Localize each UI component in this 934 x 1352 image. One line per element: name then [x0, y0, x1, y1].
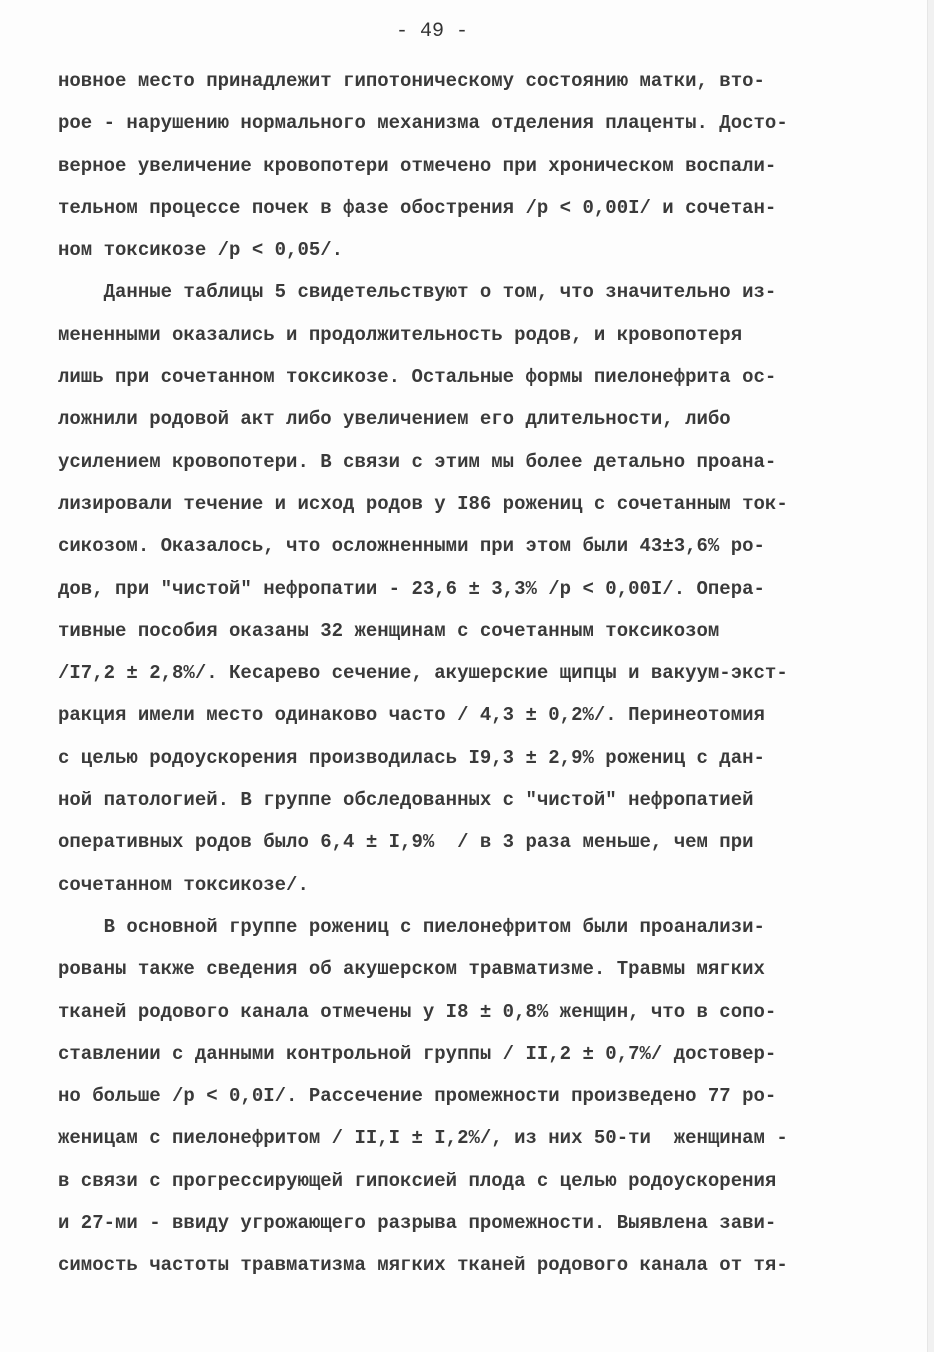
text-line: сочетанном токсикозе/. [58, 873, 309, 896]
text-line: симость частоты травматизма мягких тканей родового канала от тя- [58, 1254, 788, 1277]
text-line: ном токсикозе /р < 0,05/. [58, 239, 344, 262]
text-line: лишь при сочетанном токсикозе. Остальные формы пиелонефрита ос- [58, 366, 777, 389]
text-line: мененными оказались и продолжительность родов, и кровопотеря [58, 323, 743, 346]
text-line: тельном процессе почек в фазе обострения /р < 0,00I/ и сочетан- [58, 196, 777, 219]
text-line: и 27-ми - ввиду угрожающего разрыва промежности. Выявлена зави- [58, 1212, 777, 1235]
text-line: верное увеличение кровопотери отмечено при хроническом воспали- [58, 154, 777, 177]
text-line: сикозом. Оказалось, что осложненными при этом были 43±3,6% ро- [58, 535, 765, 558]
text-line: В основной группе рожениц с пиелонефритом были проанализи- [58, 915, 765, 938]
text-line: тканей родового канала отмечены у I8 ± 0,8% женщин, что в сопо- [58, 1000, 777, 1023]
text-line: Данные таблицы 5 свидетельствуют о том, что значительно из- [58, 281, 777, 304]
text-line: рованы также сведения об акушерском травматизме. Травмы мягких [58, 958, 765, 981]
text-line: лизировали течение и исход родов у I86 рожениц с сочетанным ток- [58, 492, 788, 515]
text-line: но больше /р < 0,0I/. Рассечение промежности произведено 77 ро- [58, 1085, 777, 1108]
text-line: дов, при "чистой" нефропатии - 23,6 ± 3,3% /р < 0,00I/. Опера- [58, 577, 765, 600]
body-text [58, 60, 888, 1287]
text-line: в связи с прогрессирующей гипоксией плода с целью родоускорения [58, 1169, 777, 1192]
text-line: ставлении с данными контрольной группы / II,2 ± 0,7%/ достовер- [58, 1042, 777, 1065]
text-line: рое - нарушению нормального механизма отделения плаценты. Досто- [58, 112, 788, 135]
text-line: усилением кровопотери. В связи с этим мы более детально проана- [58, 450, 777, 473]
text-line: ной патологией. В группе обследованных с "чистой" нефропатией [58, 789, 754, 812]
text-line: /I7,2 ± 2,8%/. Кесарево сечение, акушерские щипцы и вакуум-экст- [58, 662, 788, 685]
text-line: женицам с пиелонефритом / II,I ± I,2%/, из них 50-ти женщинам - [58, 1127, 788, 1150]
text-line: с целью родоускорения производилась I9,3 ± 2,9% рожениц с дан- [58, 746, 765, 769]
text-line: тивные пособия оказаны 32 женщинам с сочетанным токсикозом [58, 619, 720, 642]
text-line: оперативных родов было 6,4 ± I,9% / в 3 раза меньше, чем при [58, 831, 754, 854]
text-line: ложнили родовой акт либо увеличением его длительности, либо [58, 408, 731, 431]
page-number: - 49 - [395, 20, 468, 43]
text-line: новное место принадлежит гипотоническому состоянию матки, вто- [58, 70, 765, 92]
text-line: ракция имели место одинаково часто / 4,3 ± 0,2%/. Перинеотомия [58, 704, 765, 727]
page-edge [927, 0, 934, 1352]
